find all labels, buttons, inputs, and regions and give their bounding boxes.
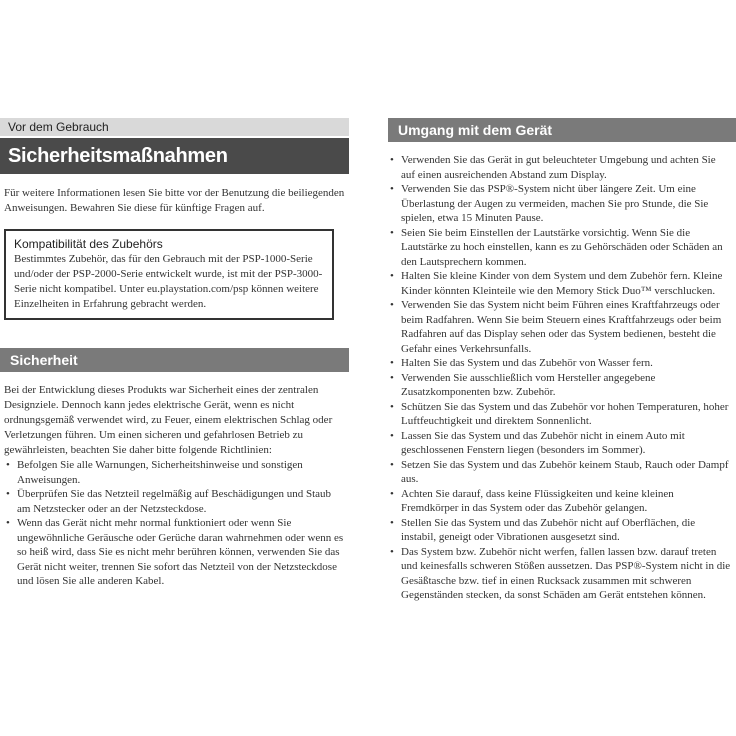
compatibility-box xyxy=(4,229,334,320)
bullet-icon: • xyxy=(390,183,394,195)
handling-block xyxy=(388,142,736,603)
intro-text: Für weitere Informationen lesen Sie bitte vor der Benutzung die beiliegenden Anweisungen. Bewahren Sie diese für künftige Fragen auf. xyxy=(4,187,345,214)
list-item: • Schützen Sie das System und das Zubehör vor hohen Temperaturen, hoher Luftfeuchtigkeit und direktem Sonnenlicht. xyxy=(390,400,729,427)
bullet-icon: • xyxy=(390,458,394,471)
list-item: • Überprüfen Sie das Netzteil regelmäßig auf Beschädigungen und Staub am Netzstecker oder an der Netzsteckdose. xyxy=(6,488,332,515)
section-pretitle: Vor dem Gebrauch xyxy=(0,118,349,136)
handling-list xyxy=(388,153,732,603)
bullet-icon: • xyxy=(390,154,394,166)
bullet-icon: • xyxy=(390,400,394,413)
list-item: • Seien Sie beim Einstellen der Lautstärke vorsichtig. Wenn Sie die Lautstärke zu hoch einstellen, kann es zu Gehörschäden oder Schäden an den Lautsprechern kommen. xyxy=(390,226,723,268)
bullet-icon: • xyxy=(390,487,394,500)
handling-heading: Umgang mit dem Gerät xyxy=(388,118,736,142)
intro-block xyxy=(0,174,349,216)
bullet-icon: • xyxy=(390,516,394,529)
safety-block xyxy=(0,372,349,589)
bullet-icon: • xyxy=(390,270,394,282)
bullet-icon: • xyxy=(6,517,10,529)
list-item: • Verwenden Sie das PSP®-System nicht über längere Zeit. Um eine Überlastung der Augen zu vermeiden, machen Sie pro Stunde, die Sie spielen, etwa 15 Minuten Pause. xyxy=(390,183,709,224)
list-item: • Verwenden Sie ausschließlich vom Hersteller angegebene Zusatzkomponenten bzw. Zubehör. xyxy=(390,371,656,398)
compatibility-title: Kompatibilität des Zubehörs xyxy=(14,237,163,251)
bullet-icon: • xyxy=(390,299,394,311)
list-item: • Setzen Sie das System und das Zubehör keinem Staub, Rauch oder Dampf aus. xyxy=(390,458,729,485)
safety-intro: Bei der Entwicklung dieses Produkts war Sicherheit eines der zentralen Designziele. Dennoch kann jedes elektrische Gerät, wenn es nicht ordnungsgemäß verwendet wird, zu Feuer, einem elektrischen Schlag oder Verletzungen führen. Um einen sicheren und gefahrlosen Betrieb zu gewährleisten, beachten Sie daher bitte folgende Richtlinien: xyxy=(4,384,333,456)
list-item: • Lassen Sie das System und das Zubehör nicht in einem Auto mit geschlossenen Fenstern liegen (besonders im Sommer). xyxy=(390,429,685,456)
bullet-icon: • xyxy=(390,545,394,558)
list-item: • Verwenden Sie das System nicht beim Führen eines Kraftfahrzeugs oder beim Radfahren. Wenn Sie beim Steuern eines Kraftfahrzeugs oder beim Radfahren auf das Display sehen oder das System bedienen, besteht die Gefahr eines Verkehrsunfalls. xyxy=(390,299,722,355)
list-item: • Halten Sie kleine Kinder von dem System und dem Zubehör fern. Kleine Kinder könnten Kleinteile wie den Memory Stick Duo™ verschlucken. xyxy=(390,270,723,297)
compatibility-text: Bestimmtes Zubehör, das für den Gebrauch mit der PSP-1000-Serie und/oder der PSP-2000-Serie entwickelt wurde, ist mit der PSP-3000-Serie nicht kompatibel. Unter eu.playstation.com/psp können weitere Einzelheiten in Erfahrung gebracht werden. xyxy=(14,253,323,310)
bullet-icon: • xyxy=(6,459,10,471)
list-item: • Achten Sie darauf, dass keine Flüssigkeiten und keine kleinen Fremdkörper in das System oder das Zubehör gelangen. xyxy=(390,487,674,514)
left-column xyxy=(0,118,349,589)
list-item: • Verwenden Sie das Gerät in gut beleuchteter Umgebung und achten Sie auf einen ausreichenden Abstand zum Display. xyxy=(390,154,716,181)
bullet-icon: • xyxy=(6,488,10,500)
right-column xyxy=(388,118,736,603)
bullet-icon: • xyxy=(390,429,394,442)
bullet-icon: • xyxy=(390,226,394,239)
bullet-icon: • xyxy=(390,357,394,369)
page-title: Sicherheitsmaßnahmen xyxy=(0,138,349,174)
list-item: • Das System bzw. Zubehör nicht werfen, fallen lassen bzw. darauf treten und keinesfalls schweren Stößen aussetzen. Das PSP®-System nicht in die Gesäßtasche bzw. tief in einen Rucksack zusammen mit schweren Gegenständen stecken, da sonst Schäden am Gerät entstehen können. xyxy=(390,545,731,601)
list-item: • Halten Sie das System und das Zubehör von Wasser fern. xyxy=(390,357,653,369)
safety-list xyxy=(4,458,345,589)
bullet-icon: • xyxy=(390,371,394,384)
list-item: • Wenn das Gerät nicht mehr normal funktioniert oder wenn Sie ungewöhnliche Geräusche oder Gerüche daran wahrnehmen oder wenn es so heiß wird, dass Sie es nicht mehr berühren können, verwenden Sie das Gerät nicht weiter, trennen Sie sofort das Netzteil von der Netzsteckdose und lösen Sie alle anderen Kabel. xyxy=(6,517,344,587)
list-item: • Stellen Sie das System und das Zubehör nicht auf Oberflächen, die instabil, geneigt oder Vibrationen ausgesetzt sind. xyxy=(390,516,696,543)
safety-heading: Sicherheit xyxy=(0,348,349,372)
list-item: • Befolgen Sie alle Warnungen, Sicherheitshinweise und sonstigen Anweisungen. xyxy=(6,459,303,486)
